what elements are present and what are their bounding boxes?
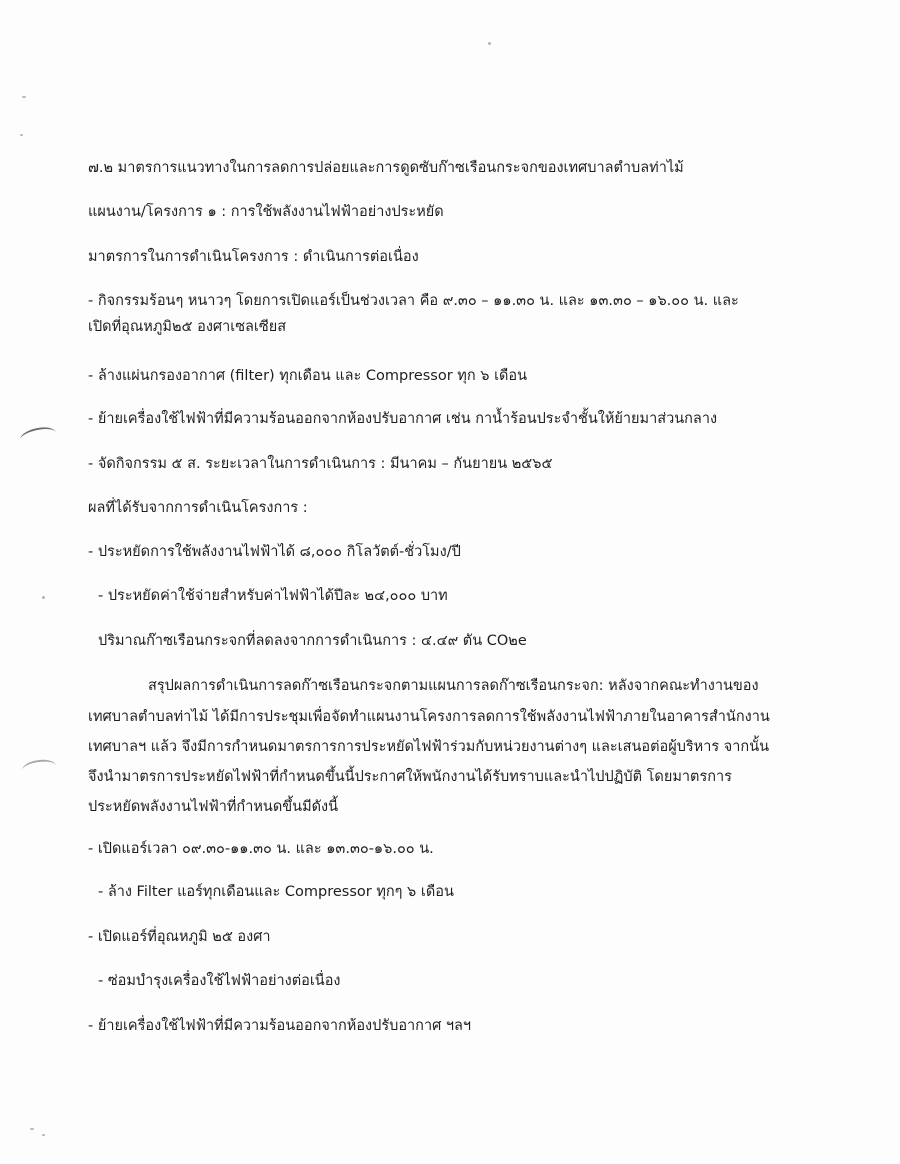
scan-speck — [42, 596, 45, 599]
summary-line: สรุปผลการดำเนินการลดก๊าซเรือนกระจกตามแผนการลดก๊าซเรือนกระจก: หลังจากคณะทำงานของ — [148, 678, 759, 694]
activity-item-continuation: เปิดที่อุณหภูมิ๒๕ องศาเซลเซียส — [88, 319, 287, 335]
scan-speck — [30, 1128, 34, 1130]
activity-item: - ล้างแผ่นกรองอากาศ (filter) ทุกเดือน และ Compressor ทุก ๖ เดือน — [88, 368, 528, 384]
scan-speck — [488, 42, 491, 45]
scan-speck — [22, 96, 26, 98]
result-item: - ประหยัดการใช้พลังงานไฟฟ้าได้ ๘,๐๐๐ กิโลวัตต์-ชั่วโมง/ปี — [88, 544, 461, 560]
measure-item: - ล้าง Filter แอร์ทุกเดือนและ Compressor ทุกๆ ๖ เดือน — [98, 884, 454, 900]
results-title: ผลที่ได้รับจากการดำเนินโครงการ : — [88, 500, 308, 516]
result-item: ปริมาณก๊าซเรือนกระจกที่ลดลงจากการดำเนินการ : ๔.๔๙ ตัน CO๒e — [98, 633, 527, 649]
punch-hole-shadow — [19, 424, 58, 447]
activity-item: - กิจกรรมร้อนๆ หนาวๆ โดยการเปิดแอร์เป็นช่วงเวลา คือ ๙.๓๐ – ๑๑.๓๐ น. และ ๑๓.๓๐ – ๑๖.๐๐ น. และ — [88, 293, 739, 309]
activity-item: - จัดกิจกรรม ๕ ส. ระยะเวลาในการดำเนินการ : มีนาคม – กันยายน ๒๕๖๕ — [88, 456, 553, 472]
punch-hole-shadow — [21, 758, 57, 779]
section-heading: ๗.๒ มาตรการแนวทางในการลดการปล่อยและการดูดซับก๊าซเรือนกระจกของเทศบาลตำบลท่าไม้ — [88, 160, 684, 176]
activity-item: - ย้ายเครื่องใช้ไฟฟ้าที่มีความร้อนออกจากห้องปรับอากาศ เช่น กาน้ำร้อนประจำชั้นให้ย้ายมาส่วนกลาง — [88, 411, 718, 427]
result-item: - ประหยัดค่าใช้จ่ายสำหรับค่าไฟฟ้าได้ปีละ ๒๔,๐๐๐ บาท — [98, 588, 448, 604]
summary-line: จึงนำมาตรการประหยัดไฟฟ้าที่กำหนดขึ้นนี้ประกาศให้พนักงานได้รับทราบและนำไปปฏิบัติ โดยมาตรการ — [88, 769, 732, 785]
summary-line: เทศบาลตำบลท่าไม้ ได้มีการประชุมเพื่อจัดทำแผนงานโครงการลดการใช้พลังงานไฟฟ้าภายในอาคารสำนักงาน — [88, 709, 770, 725]
summary-line: เทศบาลฯ แล้ว จึงมีการกำหนดมาตรการการประหยัดไฟฟ้าร่วมกับหน่วยงานต่างๆ และเสนอต่อผู้บริหาร จากนั้น — [88, 739, 770, 755]
summary-line: ประหยัดพลังงานไฟฟ้าที่กำหนดขึ้นมีดังนี้ — [88, 799, 339, 815]
scan-speck — [42, 1134, 45, 1136]
plan-title: แผนงาน/โครงการ ๑ : การใช้พลังงานไฟฟ้าอย่างประหยัด — [88, 204, 444, 220]
measure-item: - ซ่อมบำรุงเครื่องใช้ไฟฟ้าอย่างต่อเนื่อง — [98, 973, 341, 989]
measure-title: มาตรการในการดำเนินโครงการ : ดำเนินการต่อเนื่อง — [88, 249, 419, 265]
measure-item: - ย้ายเครื่องใช้ไฟฟ้าที่มีความร้อนออกจากห้องปรับอากาศ ฯลฯ — [88, 1018, 472, 1034]
scan-speck — [20, 134, 23, 136]
measure-item: - เปิดแอร์ที่อุณหภูมิ ๒๕ องศา — [88, 929, 271, 945]
measure-item: - เปิดแอร์เวลา ๐๙.๓๐-๑๑.๓๐ น. และ ๑๓.๓๐-๑๖.๐๐ น. — [88, 841, 434, 857]
